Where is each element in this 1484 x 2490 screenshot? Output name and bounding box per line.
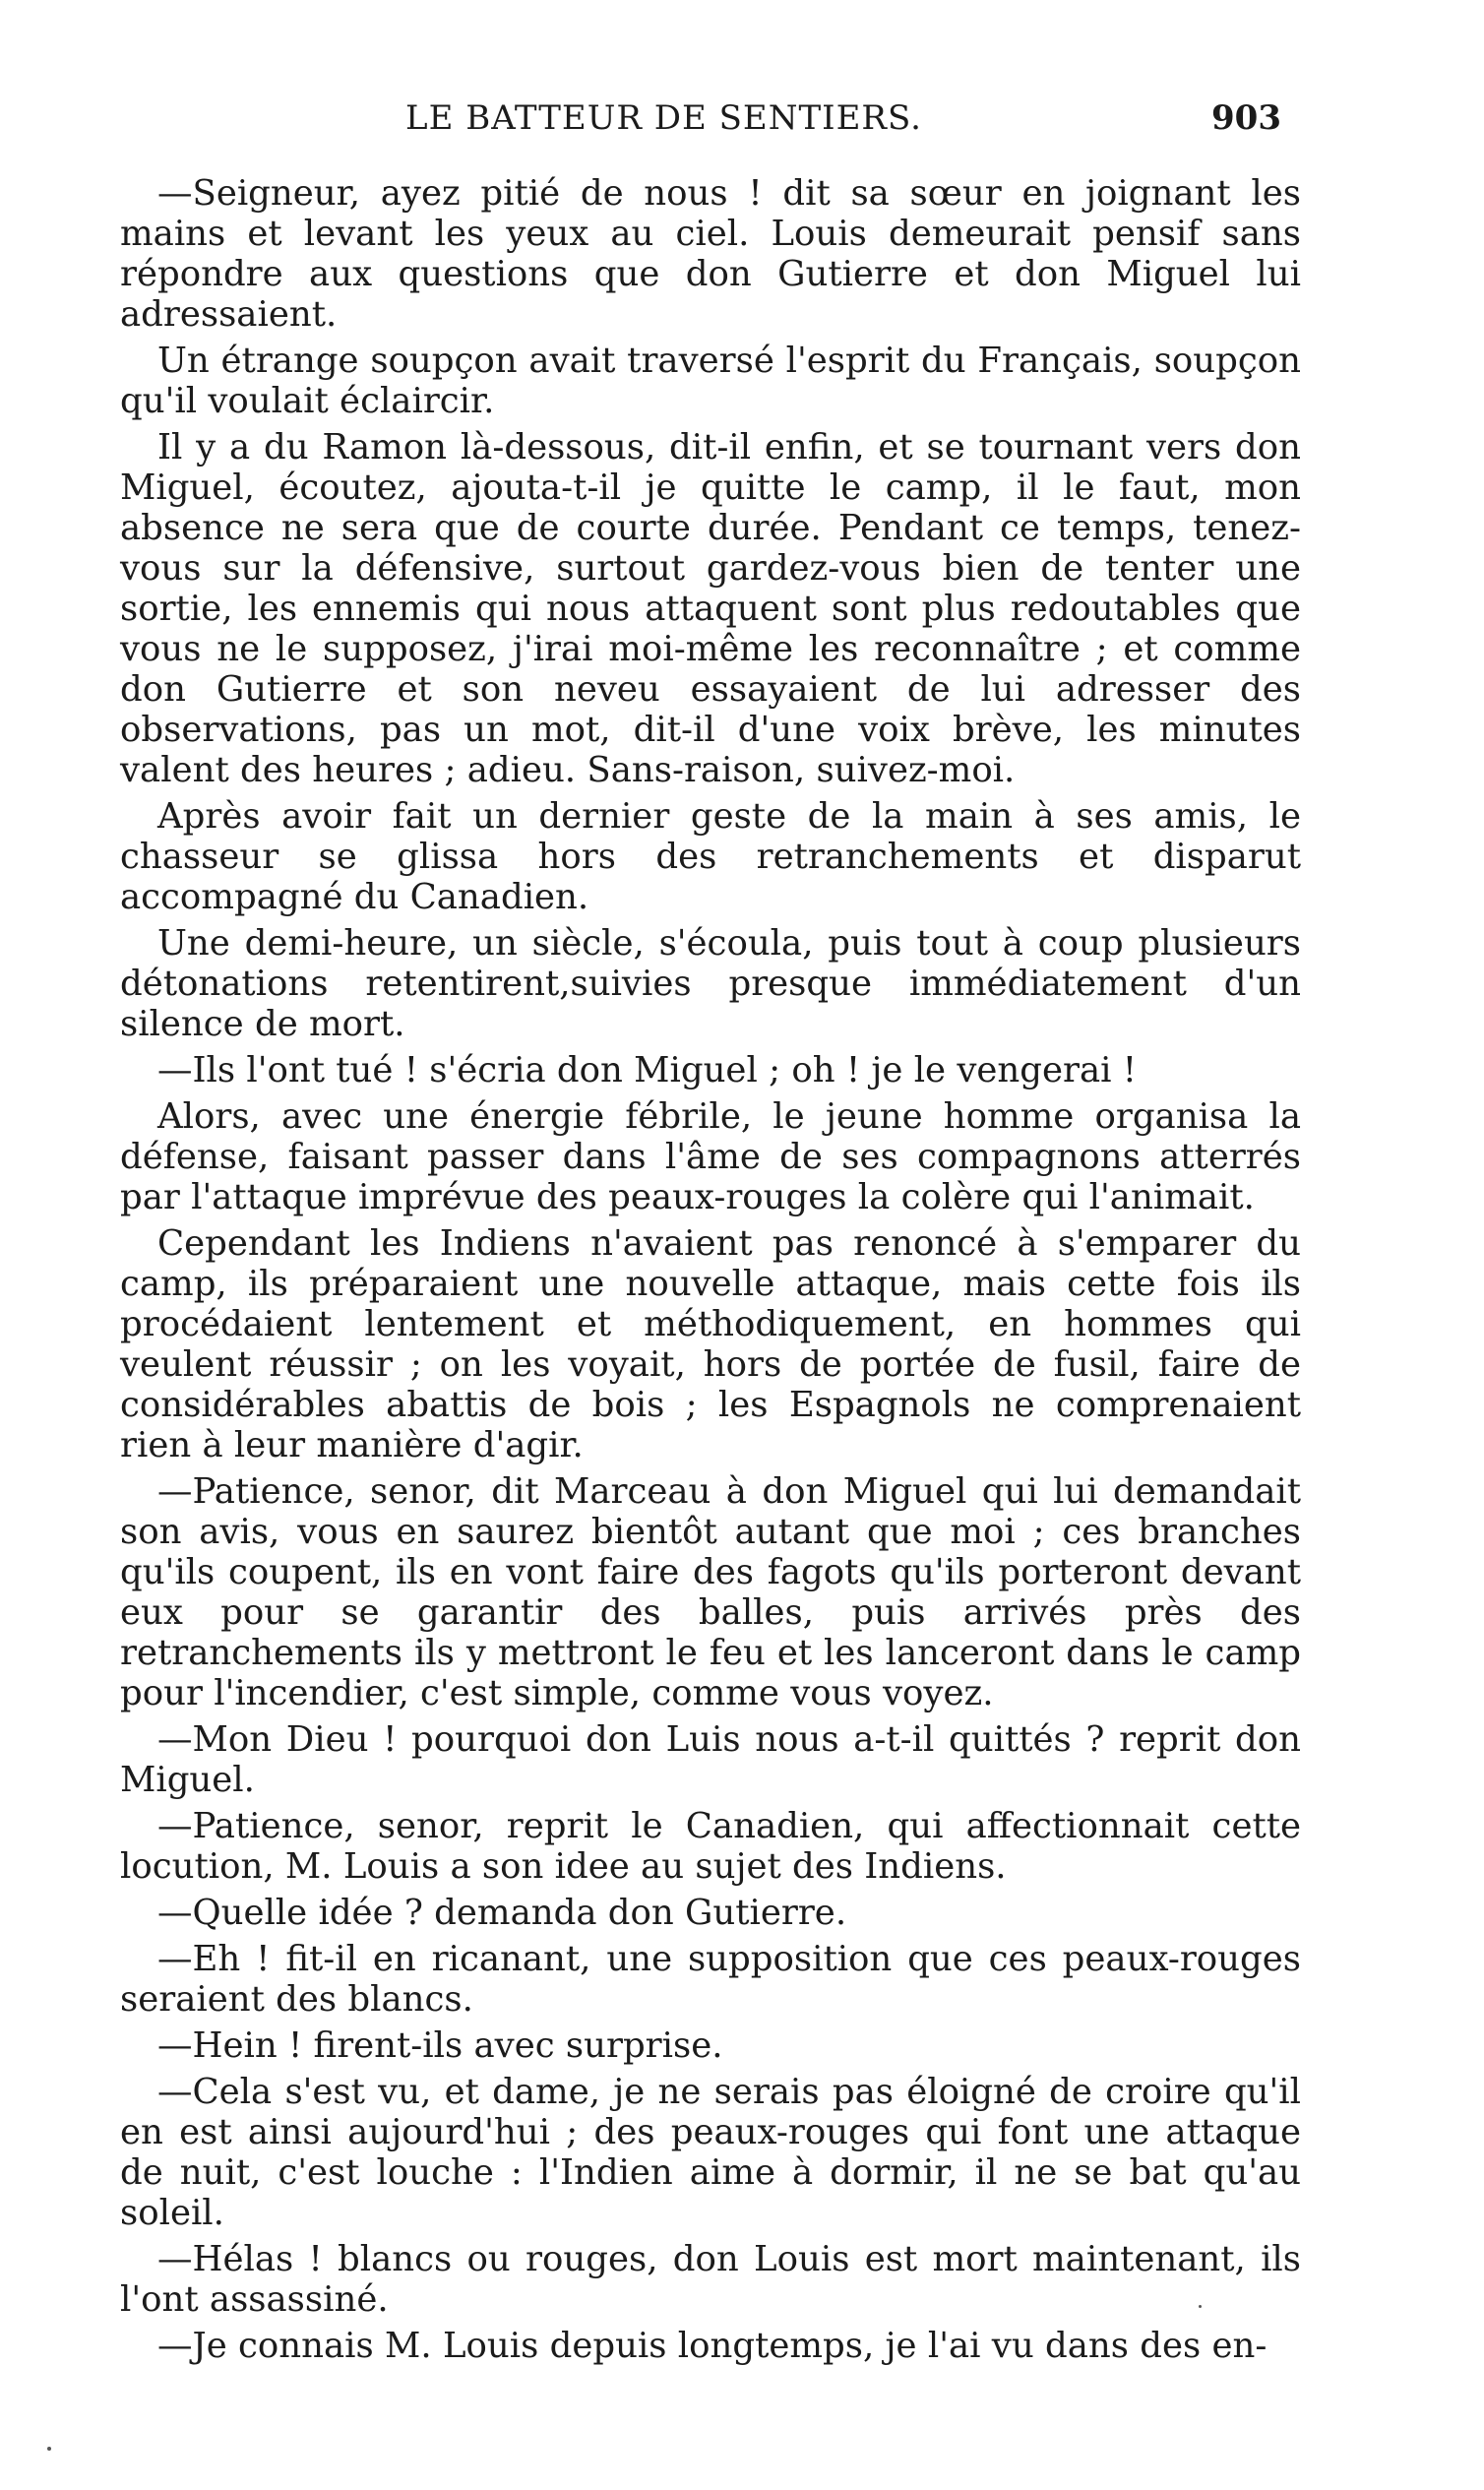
running-title: LE BATTEUR DE SENTIERS.	[405, 98, 922, 138]
page-header	[120, 98, 1301, 148]
paragraph: Cependant les Indiens n'avaient pas renoncé à s'emparer du camp, ils préparaient une nouvelle attaque, mais cette fois ils procédaient lentement et méthodiquement, en hommes qui veulent réussir ; on les voyait, hors de portée de fusil, faire de considérables abattis de bois ; les Espagnols ne comprenaient rien à leur manière d'agir.	[120, 1223, 1301, 1465]
print-speck	[1199, 2305, 1202, 2308]
print-speck	[47, 2447, 51, 2451]
paragraph: —Eh ! fit-il en ricanant, une supposition que ces peaux-rouges seraient des blancs.	[120, 1939, 1301, 2020]
body-text	[120, 173, 1301, 2372]
page-number: 903	[1211, 98, 1281, 138]
paragraph: Alors, avec une énergie fébrile, le jeune homme organisa la défense, faisant passer dans l'âme de ses compagnons atterrés par l'attaque imprévue des peaux-rouges la colère qui l'animait.	[120, 1096, 1301, 1217]
paragraph: —Patience, senor, dit Marceau à don Miguel qui lui demandait son avis, vous en saurez bientôt autant que moi ; ces branches qu'ils coupent, ils en vont faire des fagots qu'ils porteront devant eux pour se garantir des balles, puis arrivés près des retranchements ils y mettront le feu et les lanceront dans le camp pour l'incendier, c'est simple, comme vous voyez.	[120, 1471, 1301, 1713]
paragraph: —Seigneur, ayez pitié de nous ! dit sa sœur en joignant les mains et levant les yeux au ciel. Louis demeurait pensif sans répondre aux questions que don Gutierre et don Miguel lui adressaient.	[120, 173, 1301, 335]
paragraph: Après avoir fait un dernier geste de la main à ses amis, le chasseur se glissa hors des retranchements et disparut accompagné du Canadien.	[120, 796, 1301, 917]
paragraph: —Cela s'est vu, et dame, je ne serais pas éloigné de croire qu'il en est ainsi aujourd'hui ; des peaux-rouges qui font une attaque de nuit, c'est louche : l'Indien aime à dormir, il ne se bat qu'au soleil.	[120, 2072, 1301, 2233]
paragraph: Une demi-heure, un siècle, s'écoula, puis tout à coup plusieurs détonations retentirent,suivies presque immédiatement d'un silence de mort.	[120, 923, 1301, 1044]
paragraph: —Je connais M. Louis depuis longtemps, je l'ai vu dans des en-	[157, 2326, 1268, 2366]
paragraph: —Ils l'ont tué ! s'écria don Miguel ; oh ! je le vengerai !	[157, 1050, 1138, 1090]
paragraph: —Hein ! firent-ils avec surprise.	[157, 2025, 723, 2066]
paragraph: —Hélas ! blancs ou rouges, don Louis est mort maintenant, ils l'ont assassiné.	[120, 2239, 1301, 2320]
paragraph: —Quelle idée ? demanda don Gutierre.	[157, 1893, 847, 1933]
paragraph: Un étrange soupçon avait traversé l'esprit du Français, soupçon qu'il voulait éclaircir.	[120, 341, 1301, 421]
paragraph: Il y a du Ramon là-dessous, dit-il enfin, et se tournant vers don Miguel, écoutez, ajouta-t-il je quitte le camp, il le faut, mon absence ne sera que de courte durée. Pendant ce temps, tenez-vous sur la défensive, surtout gardez-vous bien de tenter une sortie, les ennemis qui nous attaquent sont plus redoutables que vous ne le supposez, j'irai moi-même les reconnaître ; et comme don Gutierre et son neveu essayaient de lui adresser des observations, pas un mot, dit-il d'une voix brève, les minutes valent des heures ; adieu. Sans-raison, suivez-moi.	[120, 427, 1301, 790]
paragraph: —Patience, senor, reprit le Canadien, qui affectionnait cette locution, M. Louis a son idee au sujet des Indiens.	[120, 1806, 1301, 1887]
paragraph: —Mon Dieu ! pourquoi don Luis nous a-t-il quittés ? reprit don Miguel.	[120, 1719, 1301, 1800]
